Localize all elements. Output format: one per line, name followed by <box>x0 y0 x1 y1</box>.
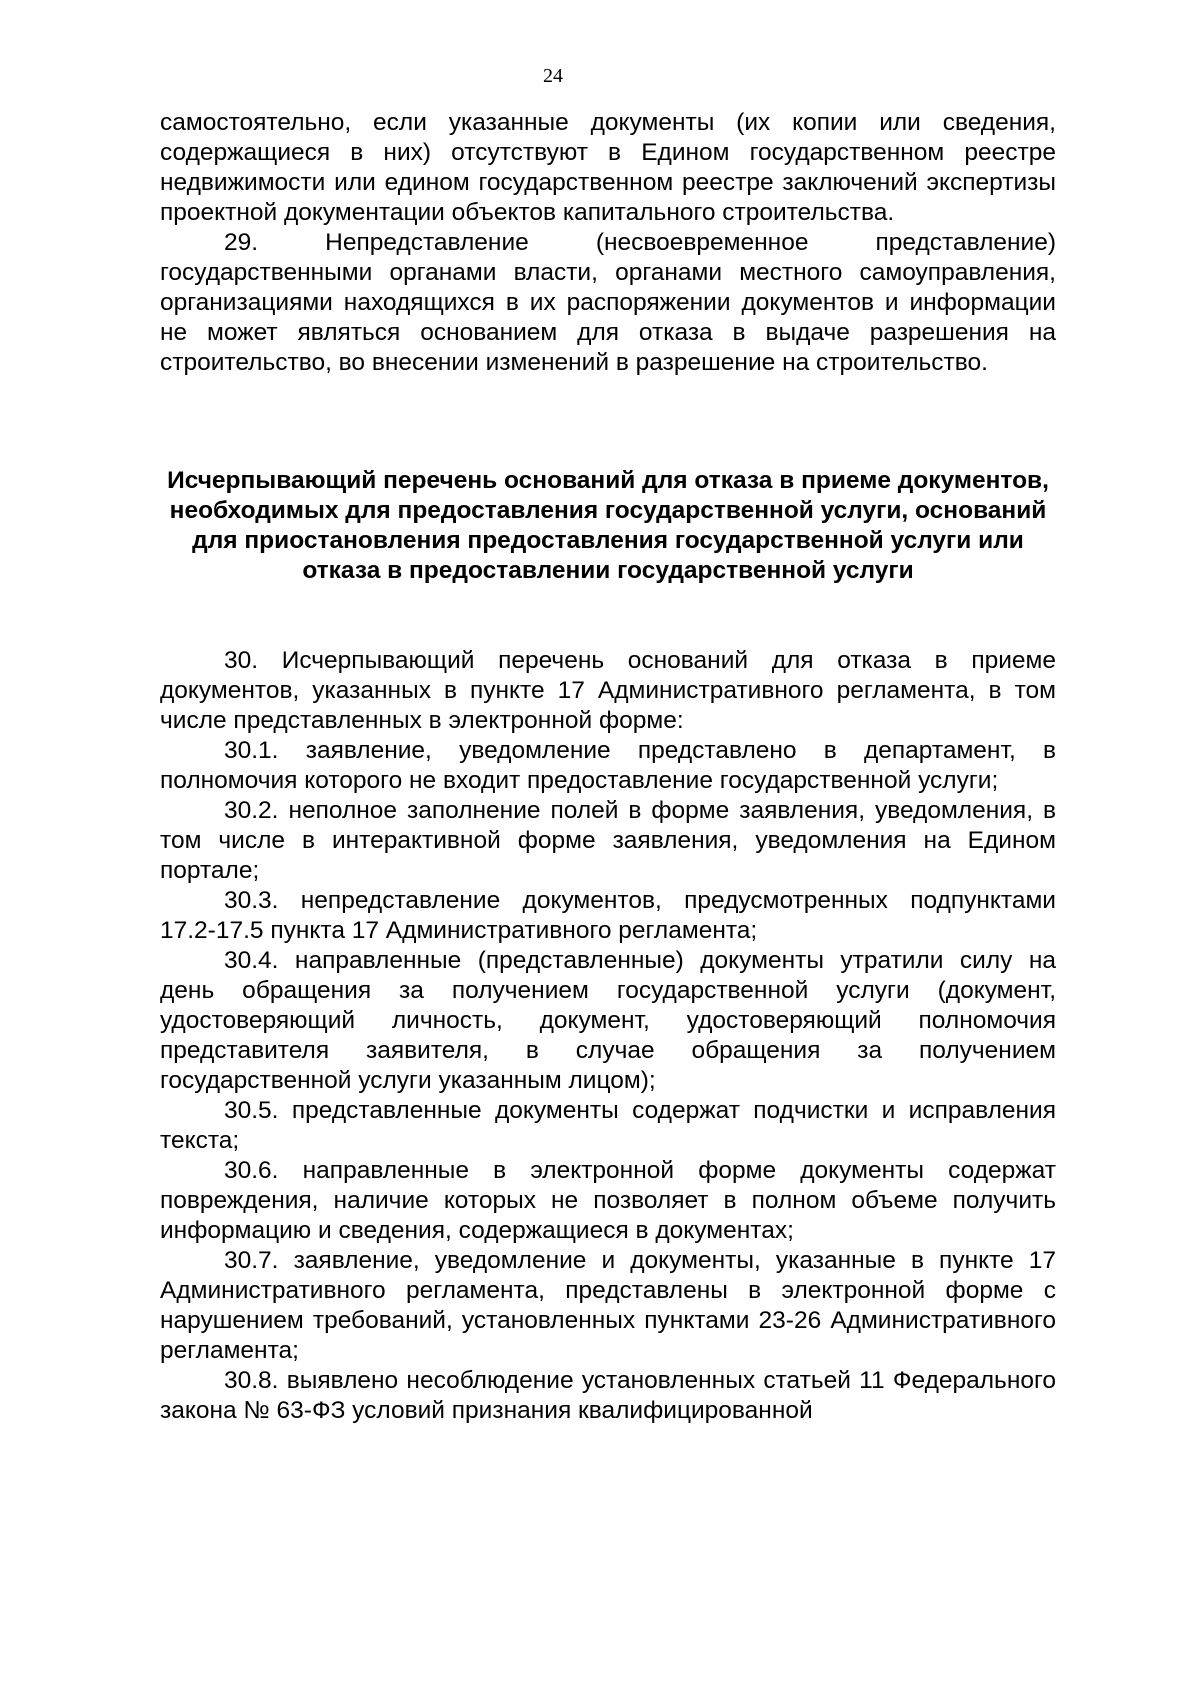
paragraph-30-1: 30.1. заявление, уведомление представлено в департамент, в полномочия которого не входит предоставление государственной услуги; <box>160 737 1056 794</box>
text-block-before-heading <box>160 108 1056 378</box>
paragraph-30-4: 30.4. направленные (представленные) документы утратили силу на день обращения за получением государственной услуги (документ, удостоверяющий личность, документ, удостоверяющий полномочия представителя заявителя, в случае обращения за получением государственной услуги указанным лицом); <box>160 947 1056 1094</box>
text-block-after-heading <box>160 646 1056 1426</box>
paragraph-30-8: 30.8. выявлено несоблюдение установленных статьей 11 Федерального закона № 63-ФЗ условий признания квалифицированной <box>160 1367 1056 1424</box>
paragraph-30-2: 30.2. неполное заполнение полей в форме заявления, уведомления, в том числе в интерактивной форме заявления, уведомления на Едином портале; <box>160 797 1056 884</box>
paragraph-30-6: 30.6. направленные в электронной форме документы содержат повреждения, наличие которых не позволяет в полном объеме получить информацию и сведения, содержащиеся в документах; <box>160 1157 1056 1244</box>
paragraph-30: 30. Исчерпывающий перечень оснований для отказа в приеме документов, указанных в пункте 17 Административного регламента, в том числе представленных в электронной форме: <box>160 647 1056 734</box>
paragraph-29: 29. Непредставление (несвоевременное представление) государственными органами власти, органами местного самоуправления, организациями находящихся в их распоряжении документов и информации не может являться основанием для отказа в выдаче разрешения на строительство, во внесении изменений в разрешение на строительство. <box>160 229 1056 376</box>
page-number: 24 <box>543 65 563 87</box>
section-heading: Исчерпывающий перечень оснований для отказа в приеме документов, необходимых для предоставления государственной услуги, оснований для приостановления предоставления государственной услуги или отказа в предоставлении государственной услуги <box>167 467 1049 584</box>
paragraph-30-3: 30.3. непредставление документов, предусмотренных подпунктами 17.2-17.5 пункта 17 Административного регламента; <box>160 887 1056 944</box>
paragraph-30-7: 30.7. заявление, уведомление и документы, указанные в пункте 17 Административного регламента, представлены в электронной форме с нарушением требований, установленных пунктами 23-26 Административного регламента; <box>160 1247 1056 1364</box>
paragraph-continuation: самостоятельно, если указанные документы (их копии или сведения, содержащиеся в них) отсутствуют в Едином государственном реестре недвижимости или едином государственном реестре заключений экспертизы проектной документации объектов капитального строительства. <box>160 109 1056 226</box>
paragraph-30-5: 30.5. представленные документы содержат подчистки и исправления текста; <box>160 1097 1056 1154</box>
